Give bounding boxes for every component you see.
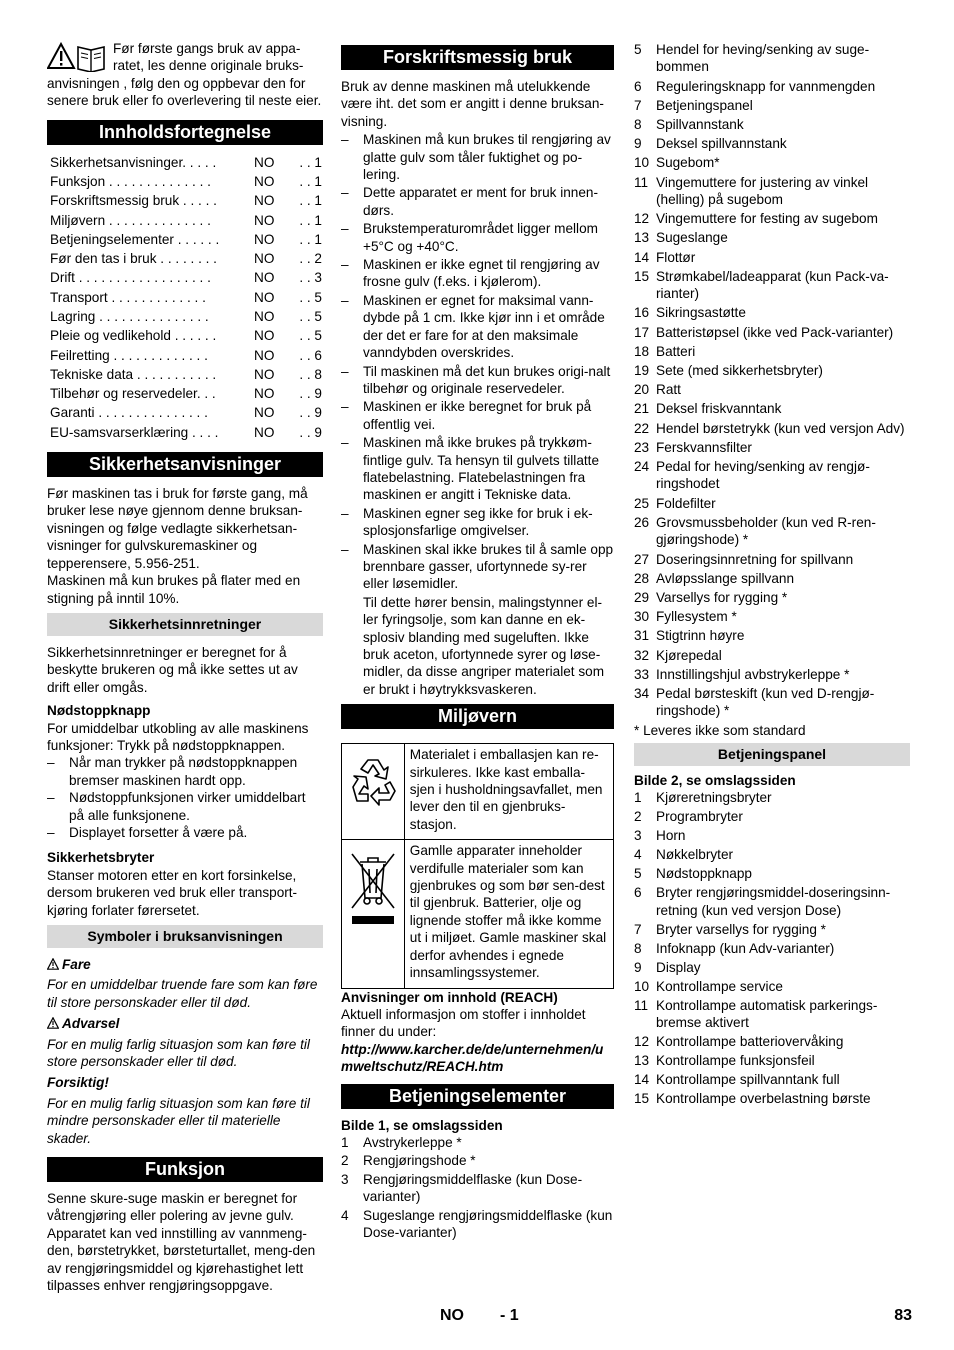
toc-code: NO (254, 289, 275, 305)
caution-label: Forsiktig! (47, 1075, 109, 1091)
panel-number: 15 (634, 1091, 650, 1107)
reach-text: Aktuell informasjon om stoffer i innholdet finner du under: (341, 1006, 586, 1040)
emergency-stop-heading: Nødstoppknapp (47, 703, 151, 719)
control-item (634, 458, 910, 493)
control-panel-heading: Betjeningspanel (634, 743, 910, 766)
control-label: Flottør (656, 249, 696, 265)
panel-label: Bryter rengjøringsmiddel-doseringsinn-retning (kun ved versjon Dose) (656, 885, 891, 918)
toc-title: Garanti . . . . . . . . . . . . . . . (50, 405, 208, 421)
toc-title: Drift . . . . . . . . . . . . . . . . . . (50, 270, 211, 286)
warning-triangle-icon (47, 958, 59, 970)
control-label: Vingemuttere for justering av vinkel (helling) på sugebom (656, 174, 869, 208)
recycling-icon (346, 752, 400, 808)
intended-use-item: – Maskinen skal ikke brukes til å samle opp brennbare gasser, ufortynnede sy-rer eller løsemidler. (341, 541, 614, 593)
environment-icon-cell (342, 840, 405, 987)
intended-use-item: – Maskinen må kun brukes til rengjøring av glatte gulv som tåler fuktighet og po-lering. (341, 131, 614, 183)
panel-item (634, 827, 910, 844)
control-item (634, 343, 910, 360)
panel-label: Kontrollampe spillvanntank full (656, 1072, 840, 1088)
warning-manual-icon (47, 42, 107, 72)
control-item (634, 229, 910, 246)
control-label: Kjørepedal (656, 647, 722, 663)
panel-item (634, 959, 910, 976)
control-number: 34 (634, 685, 650, 701)
control-number: 2 (341, 1153, 349, 1169)
control-item (634, 400, 910, 417)
panel-label: Kjøreretningsbryter (656, 790, 772, 806)
danger-label-text: Fare (62, 957, 91, 973)
emergency-stop-item: – Når man trykker på nødstoppknappen bremser maskinen hardt opp. (47, 754, 323, 789)
panel-item (634, 789, 910, 806)
environment-heading: Miljøvern (341, 704, 614, 729)
panel-label: Horn (656, 828, 686, 844)
toc-page: . . 1 (299, 173, 322, 189)
control-number: 7 (634, 97, 642, 113)
control-label: Sugebom* (656, 155, 720, 171)
toc-title: Feilretting . . . . . . . . . . . . . (50, 347, 208, 363)
control-item (634, 154, 910, 171)
control-label: Stigtrinn høyre (656, 628, 745, 644)
control-label: Batteristøpsel (ikke ved Pack-varianter) (656, 324, 894, 340)
controls-footnote: * Leveres ikke som standard (634, 722, 806, 738)
control-item (634, 685, 910, 720)
control-item (341, 1152, 614, 1169)
intended-use-item: – Maskinen er ikke egnet til rengjøring av frosne gulv (f.eks. i kjølerom). (341, 256, 614, 291)
control-number: 33 (634, 666, 650, 682)
control-item (634, 97, 910, 114)
control-label: Spillvannstank (656, 117, 744, 133)
toc-page: . . 5 (299, 328, 322, 344)
panel-number: 3 (634, 828, 642, 844)
panel-label: Kontrollampe overbelastning børste (656, 1091, 871, 1107)
control-number: 20 (634, 382, 650, 398)
control-label: Pedal for heving/senking av rengjø-ringshodet (656, 459, 870, 492)
toc-code: NO (254, 154, 275, 170)
safety-heading: Sikkerhetsanvisninger (47, 452, 323, 477)
panel-label: Display (656, 959, 701, 975)
control-item (634, 116, 910, 133)
page-number: 83 (894, 1307, 912, 1324)
control-label: Sugeslange (656, 230, 728, 246)
panel-item (634, 865, 910, 882)
environment-row (342, 744, 613, 839)
toc-heading: Innholdsfortegnelse (47, 120, 323, 145)
toc-title: Lagring . . . . . . . . . . . . . . . (50, 309, 209, 324)
control-item (634, 381, 910, 398)
function-text: Senne skure-suge maskin er beregnet for våtrengjøring eller polering av jevne gulv. Apparatet kan ved innstilling av vannmeng-den, børstetrykket, børsteturtallet, meng-den av rengjøringsmiddel og kjørehastighet lett tilpasses enhver rengjøringsoppgave. (47, 1191, 316, 1294)
control-item (634, 304, 910, 321)
panel-item (634, 884, 910, 919)
toc-code: NO (254, 347, 275, 363)
control-item (634, 268, 910, 303)
control-item (341, 1207, 614, 1242)
toc-code: NO (254, 386, 275, 402)
control-label: Rengjøringsmiddelflaske (kun Dose-varianter) (363, 1171, 583, 1205)
safety-switch-heading: Sikkerhetsbryter (47, 850, 155, 866)
toc-row[interactable] (50, 268, 323, 287)
intended-use-item: – Maskinen egner seg ikke for bruk i ek-splosjonsfarlige omgivelser. (341, 505, 614, 540)
emergency-stop-item: – Nødstoppfunksjonen virker umiddelbart på alle funksjonene. (47, 789, 323, 824)
control-number: 11 (634, 174, 649, 190)
panel-item (634, 846, 910, 863)
toc-page: . . 8 (299, 366, 322, 382)
control-number: 22 (634, 420, 650, 436)
control-number: 32 (634, 647, 650, 663)
toc-code: NO (254, 231, 275, 247)
control-label: Batteri (656, 343, 696, 359)
control-label: Pedal børsteskift (kun ved D-rengjø-ringshode) * (656, 685, 875, 719)
toc-title: Funksjon . . . . . . . . . . . . . . (50, 173, 211, 189)
danger-label (47, 956, 323, 973)
panel-item (634, 978, 910, 995)
intended-use-item: – Maskinen er egnet for maksimal vann-dybde på 1 cm. Ikke kjør inn i et område der det er fare for at den maksimale vanndybden overskrides. (341, 292, 614, 362)
control-label: Betjeningspanel (656, 97, 753, 113)
panel-label: Nøkkelbryter (656, 847, 734, 863)
environment-row (342, 839, 613, 987)
toc-code: NO (254, 212, 275, 228)
safety-devices-heading: Sikkerhetsinnretninger (47, 613, 323, 636)
toc-row[interactable] (50, 307, 323, 326)
control-number: 31 (634, 628, 650, 644)
panel-number: 8 (634, 940, 642, 956)
footer-language: NO (440, 1307, 464, 1324)
toc-title: Betjeningselementer . . . . . . (50, 231, 220, 247)
column-3 (634, 40, 910, 1108)
panel-number: 13 (634, 1053, 650, 1069)
reach-link[interactable]: http://www.karcher.de/de/unternehmen/umweltschutz/REACH.htm (341, 1041, 604, 1075)
panel-number: 2 (634, 809, 642, 825)
control-number: 19 (634, 363, 650, 379)
intended-use-item: – Maskinen må ikke brukes på trykkøm-fintlige gulv. Ta hensyn til gulvets tillatte flatebelastning. Flatebelastningen fra maskinen er angitt i Tekniske data. (341, 434, 614, 504)
control-item (634, 324, 910, 341)
toc-page: . . 5 (299, 309, 322, 324)
control-label: Vingemuttere for festing av sugebom (656, 211, 878, 227)
emergency-stop-item: – Displayet forsetter å være på. (47, 824, 323, 841)
intended-use-heading: Forskriftsmessig bruk (341, 45, 614, 70)
control-item (341, 1171, 614, 1206)
control-item (634, 78, 910, 95)
symbols-heading: Symboler i bruksanvisningen (47, 925, 323, 948)
control-label: Reguleringsknapp for vannmengden (656, 78, 876, 94)
control-label: Ratt (656, 382, 681, 398)
figure-2-reference: Bilde 2, se omslagssiden (634, 772, 796, 788)
panel-item (634, 921, 910, 938)
toc-row[interactable] (50, 346, 323, 365)
control-number: 10 (634, 155, 650, 171)
control-item (634, 135, 910, 152)
control-item (341, 1134, 614, 1151)
toc-row[interactable] (50, 288, 323, 307)
toc-title: Tilbehør og reservedeler. . . (50, 386, 216, 402)
emergency-stop-text: For umiddelbar utkobling av alle maskinens funksjoner: Trykk på nødstoppknappen. (47, 720, 309, 753)
control-number: 17 (634, 324, 650, 340)
control-label: Rengjøringshode * (363, 1153, 476, 1169)
toc-title: Før den tas i bruk . . . . . . . . (50, 251, 217, 267)
panel-number: 1 (634, 790, 642, 806)
toc-title: Forskriftsmessig bruk . . . . . (50, 193, 217, 209)
control-number: 28 (634, 570, 650, 586)
panel-number: 14 (634, 1072, 650, 1088)
control-label: Varsellys for rygging * (656, 589, 788, 605)
function-heading: Funksjon (47, 1157, 323, 1182)
panel-number: 9 (634, 959, 642, 975)
toc-row[interactable] (50, 403, 323, 422)
control-item (634, 647, 910, 664)
warning-label (47, 1015, 323, 1032)
intro-block (47, 40, 323, 110)
control-number: 23 (634, 439, 650, 455)
control-item (634, 551, 910, 568)
control-label: Deksel spillvannstank (656, 136, 787, 152)
toc-code: NO (254, 328, 275, 344)
control-item (634, 210, 910, 227)
toc-code: NO (254, 193, 275, 209)
panel-number: 12 (634, 1034, 650, 1050)
control-item (634, 589, 910, 606)
toc-row[interactable] (50, 230, 323, 249)
intro-text: Før første gangs bruk av appa-ratet, les denne originale bruks-anvisningen , følg den og oppbevar den for senere bruk eller fo overlevering til neste eier. (47, 41, 322, 109)
toc-code: NO (254, 405, 275, 421)
control-number: 24 (634, 459, 650, 475)
control-label: Avstrykerleppe * (363, 1134, 462, 1150)
recycling-text: Materialet i emballasjen kan re-sirkuleres. Ikke kast emballa-sjen i husholdningsavfallet, men lever den til en gjenbruks-stasjon. (409, 747, 603, 832)
footer-section: - 1 (500, 1307, 519, 1324)
toc-row[interactable] (50, 384, 323, 403)
control-label: Sugeslange rengjøringsmiddelflaske (kun Dose-varianter) (363, 1207, 613, 1240)
intended-use-item: – Maskinen er ikke beregnet for bruk på offentlig vei. (341, 398, 614, 433)
panel-label: Bryter varsellys for rygging * (656, 921, 826, 937)
toc-title: Pleie og vedlikehold . . . . . . (50, 328, 217, 344)
figure-1-reference: Bilde 1, se omslagssiden (341, 1117, 503, 1133)
control-number: 25 (634, 495, 650, 511)
toc-row[interactable] (50, 423, 323, 442)
column-1 (47, 40, 323, 1295)
panel-number: 6 (634, 885, 642, 901)
panel-item (634, 940, 910, 957)
toc-code: NO (254, 173, 275, 189)
control-item (634, 495, 910, 512)
control-number: 12 (634, 211, 650, 227)
toc-code: NO (254, 366, 275, 382)
control-number: 15 (634, 268, 650, 284)
toc-page: . . 9 (299, 405, 322, 421)
toc-row[interactable] (50, 211, 323, 230)
intended-use-item: – Til maskinen må det kun brukes origi-nalt tilbehør og originale reservedeler. (341, 363, 614, 398)
toc-code: NO (254, 309, 275, 324)
toc-row[interactable] (50, 326, 323, 345)
control-label: Avløpsslange spillvann (656, 570, 795, 586)
reach-heading: Anvisninger om innhold (REACH) (341, 989, 558, 1005)
control-item (634, 514, 910, 549)
safety-switch-text: Stanser motoren etter en kort forsinkelse, dersom brukeren ved bruk eller transport-kjøring forlater førersetet. (47, 867, 298, 918)
intended-use-item: – Brukstemperaturområdet ligger mellom +5°C og +40°C. (341, 220, 614, 255)
panel-number: 10 (634, 978, 650, 994)
toc-code: NO (254, 424, 275, 440)
toc-title: Miljøvern . . . . . . . . . . . . . . (50, 212, 211, 228)
control-label: Grovsmussbeholder (kun ved R-ren-gjøringshode) * (656, 514, 876, 548)
control-number: 4 (341, 1207, 349, 1223)
panel-label: Kontrollampe batteriovervåking (656, 1034, 844, 1050)
caution-text: For en mulig farlig situasjon som kan føre til mindre personskader eller til materielle skader. (47, 1095, 310, 1146)
safety-devices-text: Sikkerhetsinnretninger er beregnet for å beskytte brukeren og må ikke settes ut av drift eller omgås. (47, 644, 298, 695)
control-number: 13 (634, 230, 650, 246)
panel-number: 11 (634, 997, 649, 1013)
environment-icon-cell (342, 744, 405, 839)
control-number: 16 (634, 305, 650, 321)
panel-item (634, 1071, 910, 1088)
control-label: Deksel friskvanntank (656, 401, 782, 417)
panel-label: Kontrollampe funksjonsfeil (656, 1053, 815, 1069)
panel-label: Programbryter (656, 809, 743, 825)
table-of-contents (50, 153, 323, 442)
controls-heading: Betjeningselementer (341, 1084, 614, 1109)
intended-use-intro: Bruk av denne maskinen må utelukkende være iht. det som er angitt i denne bruksan-visning. (341, 79, 604, 129)
toc-row[interactable] (50, 365, 323, 384)
control-number: 27 (634, 551, 650, 567)
toc-title: EU-samsvarserklæring . . . . (50, 424, 219, 440)
old-appliances-text: Gamlle apparater inneholder verdifulle materialer som kan gjenbrukes og som bør sen-dest til gjenbruk. Batterier, olje og lignende stoffer må ikke komme ut i miljøet. Gamle maskiner skal derfor avhendes i egnede innsamlingssystemer. (409, 843, 607, 981)
control-label: Innstillingshjul avbstrykerleppe * (656, 666, 850, 682)
control-label: Ferskvannsfilter (656, 439, 752, 455)
danger-text: For en umiddelbar truende fare som kan føre til store personskader eller til død. (47, 977, 318, 1010)
panel-label: Kontrollampe service (656, 978, 783, 994)
toc-page: . . 1 (299, 212, 322, 228)
toc-title: Sikkerhetsanvisninger. . . . . (50, 154, 217, 170)
control-number: 18 (634, 343, 650, 359)
control-item (634, 439, 910, 456)
panel-label: Nødstoppknapp (656, 866, 752, 882)
control-label: Fyllesystem * (656, 609, 737, 625)
column-2 (341, 40, 614, 1241)
intended-use-item: – Dette apparatet er ment for bruk innen-dørs. (341, 184, 614, 219)
panel-number: 4 (634, 847, 642, 863)
panel-label: Infoknapp (kun Adv-varianter) (656, 940, 835, 956)
control-item (634, 249, 910, 266)
control-number: 30 (634, 609, 650, 625)
control-label: Hendel børstetrykk (kun ved versjon Adv) (656, 420, 905, 436)
toc-code: NO (254, 270, 275, 286)
control-number: 6 (634, 78, 642, 94)
toc-page: . . 5 (299, 289, 322, 305)
toc-row[interactable] (50, 191, 323, 210)
warning-triangle-icon (47, 1017, 59, 1029)
toc-page: . . 9 (299, 424, 322, 440)
control-item (634, 608, 910, 625)
warning-text: For en mulig farlig situasjon som kan føre til store personskader eller til død. (47, 1036, 310, 1070)
panel-item (634, 1090, 910, 1107)
toc-page: . . 1 (299, 154, 322, 170)
control-number: 26 (634, 514, 650, 530)
toc-row[interactable] (50, 249, 323, 268)
control-number: 21 (634, 401, 650, 417)
control-item (634, 362, 910, 379)
toc-title: Tekniske data . . . . . . . . . . . (50, 366, 217, 382)
control-number: 3 (341, 1171, 349, 1187)
toc-row[interactable] (50, 153, 323, 172)
panel-number: 5 (634, 866, 642, 882)
control-label: Foldefilter (656, 495, 716, 511)
control-number: 9 (634, 136, 642, 152)
control-item (634, 627, 910, 644)
panel-item (634, 1033, 910, 1050)
control-number: 29 (634, 589, 650, 605)
control-label: Strømkabel/ladeapparat (kun Pack-va-rianter) (656, 268, 889, 302)
panel-number: 7 (634, 921, 642, 937)
toc-title: Transport . . . . . . . . . . . . . (50, 289, 206, 305)
safety-paragraph: Før maskinen tas i bruk for første gang, må bruker lese nøye gjennom denne bruksan-visningen og følge vedlagte sikkerhetsan-visninger for gulvskuremaskiner og tepperensere, 5.956-251. (47, 486, 308, 571)
toc-page: . . 6 (299, 347, 322, 363)
toc-page: . . 1 (299, 193, 322, 209)
control-number: 14 (634, 249, 650, 265)
panel-item (634, 997, 910, 1032)
toc-row[interactable] (50, 172, 323, 191)
toc-code: NO (254, 251, 275, 267)
control-number: 5 (634, 42, 642, 57)
control-item (634, 666, 910, 683)
control-item (634, 570, 910, 587)
control-item (634, 420, 910, 437)
control-number: 1 (341, 1134, 349, 1150)
control-label: Doseringsinnretning for spillvann (656, 551, 854, 567)
control-label: Sete (med sikkerhetsbryter) (656, 363, 823, 379)
control-item (634, 174, 910, 209)
intended-use-note: Til dette hører bensin, malingstynner el-ler fyringsolje, som kan danne en ek-splosiv blanding med sugeluften. Ikke bruk aceton, ufortynnede syrer og løse-midler, da disse angriper materialet som er brukt i høytrykksvaskeren. (363, 594, 605, 697)
toc-page: . . 3 (299, 270, 322, 286)
toc-page: . . 2 (299, 251, 322, 267)
environment-table (341, 743, 614, 988)
panel-item (634, 1052, 910, 1069)
warning-label-text: Advarsel (62, 1016, 120, 1032)
control-number: 8 (634, 117, 642, 133)
toc-page: . . 9 (299, 386, 322, 402)
control-label: Sikringsastøtte (656, 305, 746, 321)
toc-page: . . 1 (299, 231, 322, 247)
safety-slope-paragraph: Maskinen må kun brukes på flater med en stigning på inntil 10%. (47, 573, 301, 606)
panel-label: Kontrollampe automatisk parkerings-bremse aktivert (656, 997, 878, 1031)
control-label: Hendel for heving/senking av suge-bommen (656, 42, 870, 75)
crossed-bin-icon (348, 848, 398, 932)
control-item (634, 41, 910, 76)
panel-item (634, 808, 910, 825)
